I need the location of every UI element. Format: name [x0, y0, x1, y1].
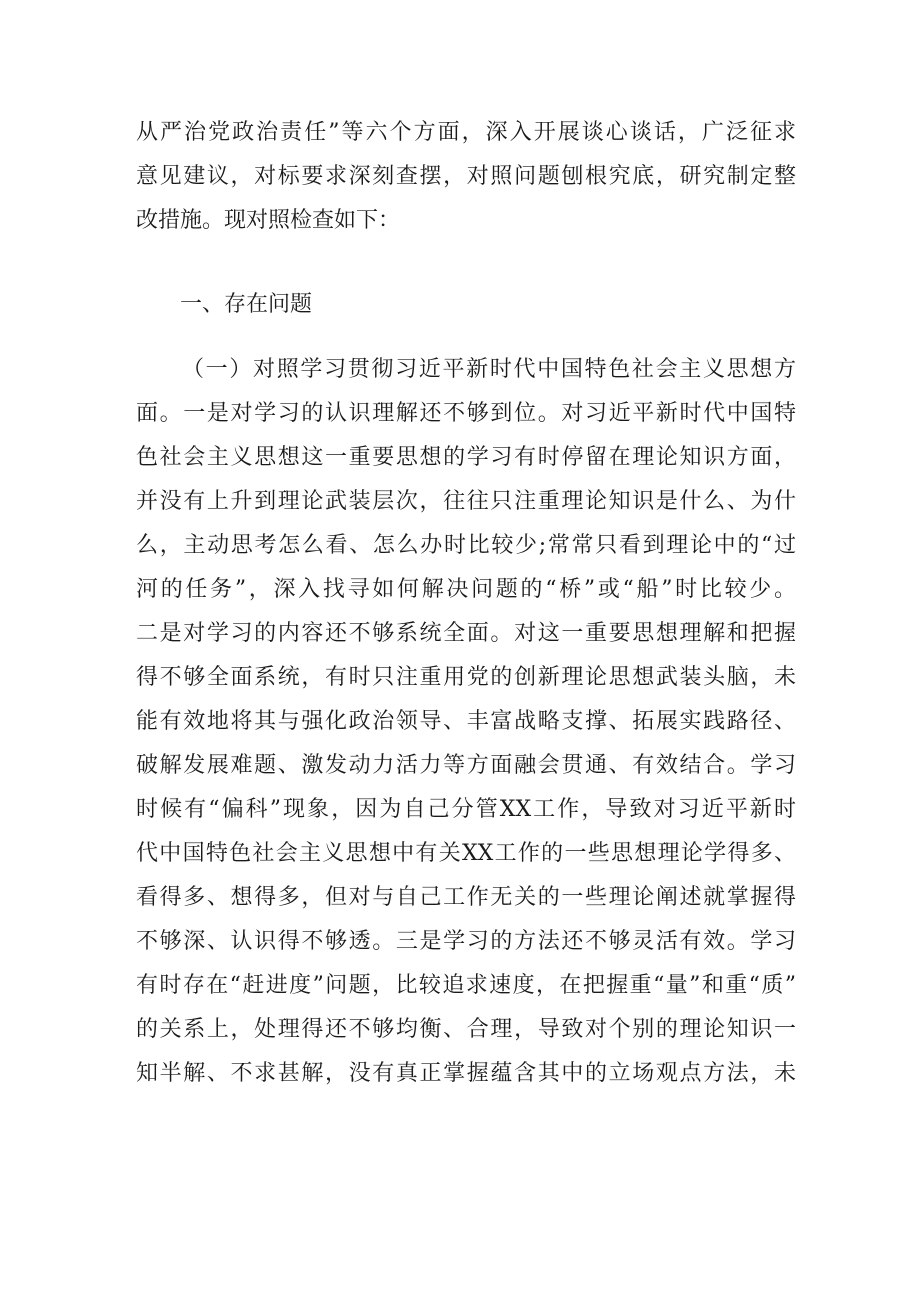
text-line: 有时存在“赶进度”问题，比较追求速度，在把握重“量”和重“质” [136, 973, 796, 998]
text-line: 时候有“偏科”现象，因为自己分管XX工作，导致对习近平新时 [136, 797, 796, 822]
subsection-heading-line: （一）对照学习贯彻习近平新时代中国特色社会主义思想方 [182, 357, 796, 382]
text-line: 河的任务”，深入找寻如何解决问题的“桥”或“船”时比较少。 [136, 577, 796, 602]
subsection-paragraph [136, 348, 796, 1096]
intro-paragraph [136, 111, 796, 243]
text-line: 改措施。现对照检查如下： [136, 208, 401, 233]
text-line: 知半解、不求甚解，没有真正掌握蕴含其中的立场观点方法，未 [136, 1061, 796, 1086]
text-line: 色社会主义思想这一重要思想的学习有时停留在理论知识方面， [136, 445, 796, 470]
text-line: 面。一是对学习的认识理解还不够到位。对习近平新时代中国特 [136, 401, 796, 426]
text-line: 破解发展难题、激发动力活力等方面融会贯通、有效结合。学习 [136, 753, 796, 778]
section-heading: 一、存在问题 [180, 292, 313, 317]
text-line: 意见建议，对标要求深刻查摆，对照问题刨根究底，研究制定整 [136, 164, 796, 189]
text-line: 看得多、想得多，但对与自己工作无关的一些理论阐述就掌握得 [136, 885, 796, 910]
text-line: 代中国特色社会主义思想中有关XX工作的一些思想理论学得多、 [136, 841, 796, 866]
text-line: 么，主动思考怎么看、怎么办时比较少;常常只看到理论中的“过 [136, 533, 796, 558]
text-line: 并没有上升到理论武装层次，往往只注重理论知识是什么、为什 [136, 489, 796, 514]
text-line: 不够深、认识得不够透。三是学习的方法还不够灵活有效。学习 [136, 929, 796, 954]
text-line: 能有效地将其与强化政治领导、丰富战略支撑、拓展实践路径、 [136, 709, 796, 734]
text-line: 二是对学习的内容还不够系统全面。对这一重要思想理解和把握 [136, 621, 796, 646]
text-line: 得不够全面系统，有时只注重用党的创新理论思想武装头脑，未 [136, 665, 796, 690]
section-heading-block [136, 283, 796, 327]
text-line: 的关系上，处理得还不够均衡、合理，导致对个别的理论知识一 [136, 1017, 796, 1042]
text-line: 从严治党政治责任”等六个方面，深入开展谈心谈话，广泛征求 [136, 120, 796, 145]
